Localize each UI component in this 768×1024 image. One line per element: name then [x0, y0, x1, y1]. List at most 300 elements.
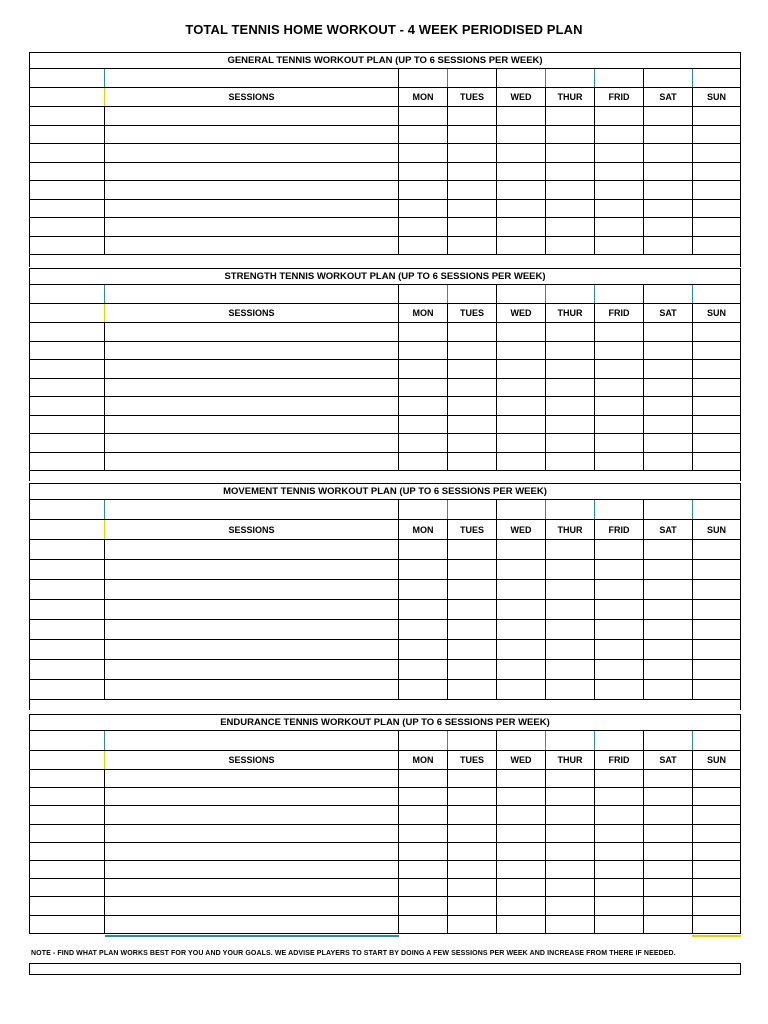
day-cell[interactable] — [643, 580, 692, 599]
day-cell[interactable] — [594, 788, 643, 805]
day-cell[interactable] — [692, 379, 741, 397]
day-cell[interactable] — [447, 163, 496, 181]
day-cell[interactable] — [545, 360, 594, 378]
row-label-cell[interactable] — [29, 660, 104, 679]
day-cell[interactable] — [496, 580, 545, 599]
row-label-cell[interactable] — [29, 879, 104, 896]
day-cell[interactable] — [545, 323, 594, 341]
day-cell[interactable] — [496, 806, 545, 823]
row-label-cell[interactable] — [29, 200, 104, 218]
day-cell[interactable] — [594, 825, 643, 842]
section-heading: STRENGTH TENNIS WORKOUT PLAN (UP TO 6 SESSIONS PER WEEK) — [29, 268, 741, 285]
day-cell[interactable] — [398, 397, 447, 415]
session-cell[interactable] — [104, 237, 398, 255]
day-cell[interactable] — [643, 379, 692, 397]
day-cell[interactable] — [594, 416, 643, 434]
row-label-cell[interactable] — [29, 580, 104, 599]
row-label-cell[interactable] — [29, 600, 104, 619]
row-label-cell[interactable] — [29, 788, 104, 805]
row-label-cell[interactable] — [29, 342, 104, 360]
day-cell[interactable] — [692, 660, 741, 679]
day-cell[interactable] — [398, 416, 447, 434]
day-cell[interactable] — [545, 434, 594, 452]
day-cell[interactable] — [692, 560, 741, 579]
day-cell[interactable] — [447, 181, 496, 199]
day-cell[interactable] — [398, 218, 447, 236]
day-cell[interactable] — [692, 144, 741, 162]
day-cell[interactable] — [594, 897, 643, 914]
day-cell[interactable] — [447, 680, 496, 699]
day-cell[interactable] — [447, 342, 496, 360]
day-cell[interactable] — [692, 825, 741, 842]
day-cell[interactable] — [496, 680, 545, 699]
day-cell[interactable] — [692, 580, 741, 599]
day-cell[interactable] — [643, 144, 692, 162]
day-cell[interactable] — [398, 237, 447, 255]
session-cell[interactable] — [104, 680, 398, 699]
day-cell[interactable] — [398, 640, 447, 659]
day-cell[interactable] — [447, 360, 496, 378]
day-cell[interactable] — [398, 560, 447, 579]
row-label-cell[interactable] — [29, 360, 104, 378]
day-cell[interactable] — [447, 379, 496, 397]
day-cell[interactable] — [545, 200, 594, 218]
day-cell[interactable] — [545, 897, 594, 914]
day-cell[interactable] — [643, 323, 692, 341]
day-cell[interactable] — [398, 434, 447, 452]
day-cell[interactable] — [496, 144, 545, 162]
session-cell[interactable] — [104, 640, 398, 659]
day-cell[interactable] — [692, 360, 741, 378]
day-cell[interactable] — [545, 126, 594, 144]
day-cell[interactable] — [643, 897, 692, 914]
session-cell[interactable] — [104, 200, 398, 218]
day-cell[interactable] — [692, 107, 741, 125]
day-cell[interactable] — [496, 434, 545, 452]
day-cell[interactable] — [447, 861, 496, 878]
day-cell[interactable] — [447, 770, 496, 787]
day-cell[interactable] — [692, 323, 741, 341]
session-cell[interactable] — [104, 825, 398, 842]
session-cell[interactable] — [104, 342, 398, 360]
day-cell[interactable] — [398, 897, 447, 914]
session-cell[interactable] — [104, 323, 398, 341]
row-label-cell[interactable] — [29, 560, 104, 579]
day-cell[interactable] — [692, 416, 741, 434]
day-cell[interactable] — [447, 416, 496, 434]
day-cell[interactable] — [496, 825, 545, 842]
day-cell[interactable] — [643, 620, 692, 639]
day-cell[interactable] — [594, 600, 643, 619]
day-cell[interactable] — [545, 660, 594, 679]
day-cell[interactable] — [643, 218, 692, 236]
day-cell[interactable] — [447, 825, 496, 842]
day-cell[interactable] — [692, 897, 741, 914]
day-cell[interactable] — [594, 342, 643, 360]
row-label-cell[interactable] — [29, 861, 104, 878]
day-cell[interactable] — [447, 660, 496, 679]
row-label-cell[interactable] — [29, 379, 104, 397]
day-cell[interactable] — [496, 200, 545, 218]
day-cell[interactable] — [545, 861, 594, 878]
row-label-cell[interactable] — [29, 323, 104, 341]
day-cell[interactable] — [447, 879, 496, 896]
day-cell[interactable] — [447, 560, 496, 579]
session-cell[interactable] — [104, 788, 398, 805]
session-cell[interactable] — [104, 163, 398, 181]
row-label-cell[interactable] — [29, 806, 104, 823]
day-cell[interactable] — [643, 770, 692, 787]
day-cell[interactable] — [447, 640, 496, 659]
day-cell[interactable] — [594, 843, 643, 860]
day-cell[interactable] — [594, 218, 643, 236]
day-cell[interactable] — [643, 200, 692, 218]
day-cell[interactable] — [594, 200, 643, 218]
session-cell[interactable] — [104, 897, 398, 914]
day-cell[interactable] — [594, 360, 643, 378]
day-cell[interactable] — [594, 640, 643, 659]
day-cell[interactable] — [594, 540, 643, 559]
day-cell[interactable] — [496, 897, 545, 914]
day-cell[interactable] — [692, 126, 741, 144]
day-cell[interactable] — [643, 181, 692, 199]
session-cell[interactable] — [104, 806, 398, 823]
day-cell[interactable] — [545, 843, 594, 860]
day-cell[interactable] — [398, 126, 447, 144]
session-cell[interactable] — [104, 434, 398, 452]
session-cell[interactable] — [104, 843, 398, 860]
session-cell[interactable] — [104, 218, 398, 236]
day-cell[interactable] — [496, 218, 545, 236]
day-cell[interactable] — [545, 453, 594, 471]
session-cell[interactable] — [104, 107, 398, 125]
day-cell[interactable] — [545, 342, 594, 360]
day-cell[interactable] — [496, 163, 545, 181]
day-cell[interactable] — [496, 342, 545, 360]
day-cell[interactable] — [545, 237, 594, 255]
day-cell[interactable] — [692, 770, 741, 787]
day-cell[interactable] — [692, 540, 741, 559]
day-cell[interactable] — [643, 416, 692, 434]
row-label-cell[interactable] — [29, 434, 104, 452]
day-cell[interactable] — [594, 580, 643, 599]
day-cell[interactable] — [643, 879, 692, 896]
day-cell[interactable] — [545, 163, 594, 181]
day-cell[interactable] — [496, 660, 545, 679]
day-cell[interactable] — [643, 434, 692, 452]
day-cell[interactable] — [594, 181, 643, 199]
day-cell[interactable] — [594, 861, 643, 878]
session-cell[interactable] — [104, 861, 398, 878]
day-cell[interactable] — [692, 843, 741, 860]
row-label-cell[interactable] — [29, 126, 104, 144]
day-cell[interactable] — [545, 825, 594, 842]
day-cell[interactable] — [447, 453, 496, 471]
day-cell[interactable] — [545, 770, 594, 787]
day-cell[interactable] — [447, 916, 496, 933]
day-cell[interactable] — [398, 600, 447, 619]
day-cell[interactable] — [447, 107, 496, 125]
row-label-cell[interactable] — [29, 680, 104, 699]
day-cell[interactable] — [545, 788, 594, 805]
day-cell[interactable] — [545, 806, 594, 823]
row-label-cell[interactable] — [29, 218, 104, 236]
day-cell[interactable] — [496, 770, 545, 787]
day-cell[interactable] — [692, 200, 741, 218]
session-cell[interactable] — [104, 126, 398, 144]
day-cell[interactable] — [447, 620, 496, 639]
row-label-cell[interactable] — [29, 620, 104, 639]
table-row — [29, 825, 741, 843]
day-cell[interactable] — [398, 580, 447, 599]
day-cell[interactable] — [496, 237, 545, 255]
day-cell[interactable] — [447, 323, 496, 341]
row-label-cell[interactable] — [29, 916, 104, 933]
day-cell[interactable] — [643, 861, 692, 878]
session-cell[interactable] — [104, 360, 398, 378]
day-cell[interactable] — [545, 916, 594, 933]
row-label-cell[interactable] — [29, 416, 104, 434]
day-cell[interactable] — [643, 126, 692, 144]
row-label-cell[interactable] — [29, 144, 104, 162]
day-cell[interactable] — [496, 600, 545, 619]
day-cell[interactable] — [447, 843, 496, 860]
day-cell[interactable] — [398, 453, 447, 471]
row-label-cell[interactable] — [29, 825, 104, 842]
day-cell[interactable] — [545, 397, 594, 415]
day-cell[interactable] — [545, 600, 594, 619]
day-cell[interactable] — [496, 126, 545, 144]
day-cell[interactable] — [545, 181, 594, 199]
session-cell[interactable] — [104, 660, 398, 679]
day-cell[interactable] — [545, 879, 594, 896]
day-cell[interactable] — [447, 237, 496, 255]
day-cell[interactable] — [447, 218, 496, 236]
day-cell[interactable] — [447, 397, 496, 415]
day-cell[interactable] — [643, 916, 692, 933]
day-cell[interactable] — [398, 379, 447, 397]
day-cell[interactable] — [447, 897, 496, 914]
day-cell[interactable] — [692, 788, 741, 805]
day-cell[interactable] — [643, 237, 692, 255]
day-cell[interactable] — [643, 680, 692, 699]
day-cell[interactable] — [692, 453, 741, 471]
day-cell[interactable] — [643, 163, 692, 181]
day-cell[interactable] — [398, 163, 447, 181]
session-cell[interactable] — [104, 600, 398, 619]
session-cell[interactable] — [104, 397, 398, 415]
day-cell[interactable] — [496, 453, 545, 471]
row-label-cell[interactable] — [29, 897, 104, 914]
day-cell[interactable] — [496, 181, 545, 199]
day-cell[interactable] — [692, 397, 741, 415]
session-cell[interactable] — [104, 144, 398, 162]
day-cell[interactable] — [545, 680, 594, 699]
day-cell[interactable] — [398, 107, 447, 125]
day-cell[interactable] — [692, 680, 741, 699]
session-cell[interactable] — [104, 879, 398, 896]
day-cell[interactable] — [643, 540, 692, 559]
day-cell[interactable] — [398, 916, 447, 933]
day-cell[interactable] — [692, 620, 741, 639]
day-cell[interactable] — [447, 600, 496, 619]
day-cell[interactable] — [594, 879, 643, 896]
day-cell[interactable] — [545, 218, 594, 236]
day-cell[interactable] — [643, 660, 692, 679]
day-cell[interactable] — [496, 861, 545, 878]
day-cell[interactable] — [496, 620, 545, 639]
day-cell[interactable] — [398, 660, 447, 679]
day-cell[interactable] — [398, 323, 447, 341]
day-cell[interactable] — [545, 620, 594, 639]
day-cell[interactable] — [398, 342, 447, 360]
day-cell[interactable] — [594, 620, 643, 639]
day-cell[interactable] — [692, 861, 741, 878]
day-cell[interactable] — [643, 806, 692, 823]
day-cell[interactable] — [643, 788, 692, 805]
day-cell[interactable] — [496, 397, 545, 415]
session-cell[interactable] — [104, 560, 398, 579]
day-cell[interactable] — [594, 323, 643, 341]
day-cell[interactable] — [594, 379, 643, 397]
day-cell[interactable] — [545, 560, 594, 579]
sat-header: SAT — [643, 751, 692, 769]
day-cell[interactable] — [545, 379, 594, 397]
day-cell[interactable] — [447, 540, 496, 559]
day-cell[interactable] — [447, 144, 496, 162]
day-cell[interactable] — [692, 600, 741, 619]
day-cell[interactable] — [692, 806, 741, 823]
day-cell[interactable] — [398, 788, 447, 805]
day-cell[interactable] — [692, 434, 741, 452]
day-cell[interactable] — [594, 916, 643, 933]
day-cell[interactable] — [643, 600, 692, 619]
row-label-cell[interactable] — [29, 453, 104, 471]
day-cell[interactable] — [496, 788, 545, 805]
day-cell[interactable] — [496, 360, 545, 378]
day-cell[interactable] — [398, 861, 447, 878]
day-cell[interactable] — [594, 126, 643, 144]
session-cell[interactable] — [104, 620, 398, 639]
day-cell[interactable] — [692, 181, 741, 199]
day-cell[interactable] — [594, 144, 643, 162]
day-cell[interactable] — [643, 397, 692, 415]
day-cell[interactable] — [594, 453, 643, 471]
day-cell[interactable] — [398, 181, 447, 199]
row-label-cell[interactable] — [29, 107, 104, 125]
day-cell[interactable] — [643, 825, 692, 842]
day-cell[interactable] — [594, 560, 643, 579]
day-cell[interactable] — [447, 580, 496, 599]
day-cell[interactable] — [545, 416, 594, 434]
row-label-cell[interactable] — [29, 770, 104, 787]
day-cell[interactable] — [496, 379, 545, 397]
day-cell[interactable] — [692, 237, 741, 255]
day-cell[interactable] — [398, 144, 447, 162]
day-cell[interactable] — [594, 397, 643, 415]
day-cell[interactable] — [398, 806, 447, 823]
day-cell[interactable] — [447, 126, 496, 144]
day-cell[interactable] — [545, 640, 594, 659]
day-cell[interactable] — [496, 107, 545, 125]
day-cell[interactable] — [594, 237, 643, 255]
session-cell[interactable] — [104, 181, 398, 199]
day-cell[interactable] — [643, 107, 692, 125]
day-cell[interactable] — [692, 879, 741, 896]
row-label-cell[interactable] — [29, 540, 104, 559]
day-cell[interactable] — [398, 360, 447, 378]
day-cell[interactable] — [496, 640, 545, 659]
day-cell[interactable] — [692, 163, 741, 181]
day-cell[interactable] — [496, 540, 545, 559]
day-cell[interactable] — [545, 107, 594, 125]
day-cell[interactable] — [692, 640, 741, 659]
day-cell[interactable] — [594, 770, 643, 787]
day-cell[interactable] — [643, 342, 692, 360]
day-cell[interactable] — [643, 360, 692, 378]
day-cell[interactable] — [594, 806, 643, 823]
day-cell[interactable] — [398, 879, 447, 896]
session-cell[interactable] — [104, 453, 398, 471]
day-cell[interactable] — [594, 163, 643, 181]
day-cell[interactable] — [447, 434, 496, 452]
row-label-cell[interactable] — [29, 843, 104, 860]
day-cell[interactable] — [594, 107, 643, 125]
row-label-cell[interactable] — [29, 640, 104, 659]
day-cell[interactable] — [545, 144, 594, 162]
day-cell[interactable] — [398, 680, 447, 699]
day-cell[interactable] — [692, 218, 741, 236]
day-cell[interactable] — [496, 416, 545, 434]
session-cell[interactable] — [104, 540, 398, 559]
row-label-cell[interactable] — [29, 163, 104, 181]
row-label-cell[interactable] — [29, 181, 104, 199]
day-cell[interactable] — [398, 843, 447, 860]
day-cell[interactable] — [594, 660, 643, 679]
day-cell[interactable] — [545, 540, 594, 559]
session-cell[interactable] — [104, 770, 398, 787]
session-cell[interactable] — [104, 916, 398, 933]
day-cell[interactable] — [447, 788, 496, 805]
day-cell[interactable] — [594, 434, 643, 452]
session-cell[interactable] — [104, 379, 398, 397]
session-cell[interactable] — [104, 416, 398, 434]
day-cell[interactable] — [447, 806, 496, 823]
day-cell[interactable] — [692, 342, 741, 360]
day-cell[interactable] — [496, 843, 545, 860]
day-cell[interactable] — [447, 200, 496, 218]
day-cell[interactable] — [643, 560, 692, 579]
day-cell[interactable] — [398, 770, 447, 787]
session-cell[interactable] — [104, 580, 398, 599]
row-label-cell[interactable] — [29, 237, 104, 255]
day-cell[interactable] — [398, 200, 447, 218]
day-cell[interactable] — [398, 620, 447, 639]
day-cell[interactable] — [398, 825, 447, 842]
day-cell[interactable] — [496, 916, 545, 933]
day-cell[interactable] — [643, 453, 692, 471]
day-cell[interactable] — [594, 680, 643, 699]
day-cell[interactable] — [398, 540, 447, 559]
day-cell[interactable] — [643, 843, 692, 860]
day-cell[interactable] — [496, 323, 545, 341]
day-cell[interactable] — [692, 916, 741, 933]
day-cell[interactable] — [496, 879, 545, 896]
day-cell[interactable] — [643, 640, 692, 659]
row-label-cell[interactable] — [29, 397, 104, 415]
day-cell[interactable] — [545, 580, 594, 599]
day-cell[interactable] — [496, 560, 545, 579]
